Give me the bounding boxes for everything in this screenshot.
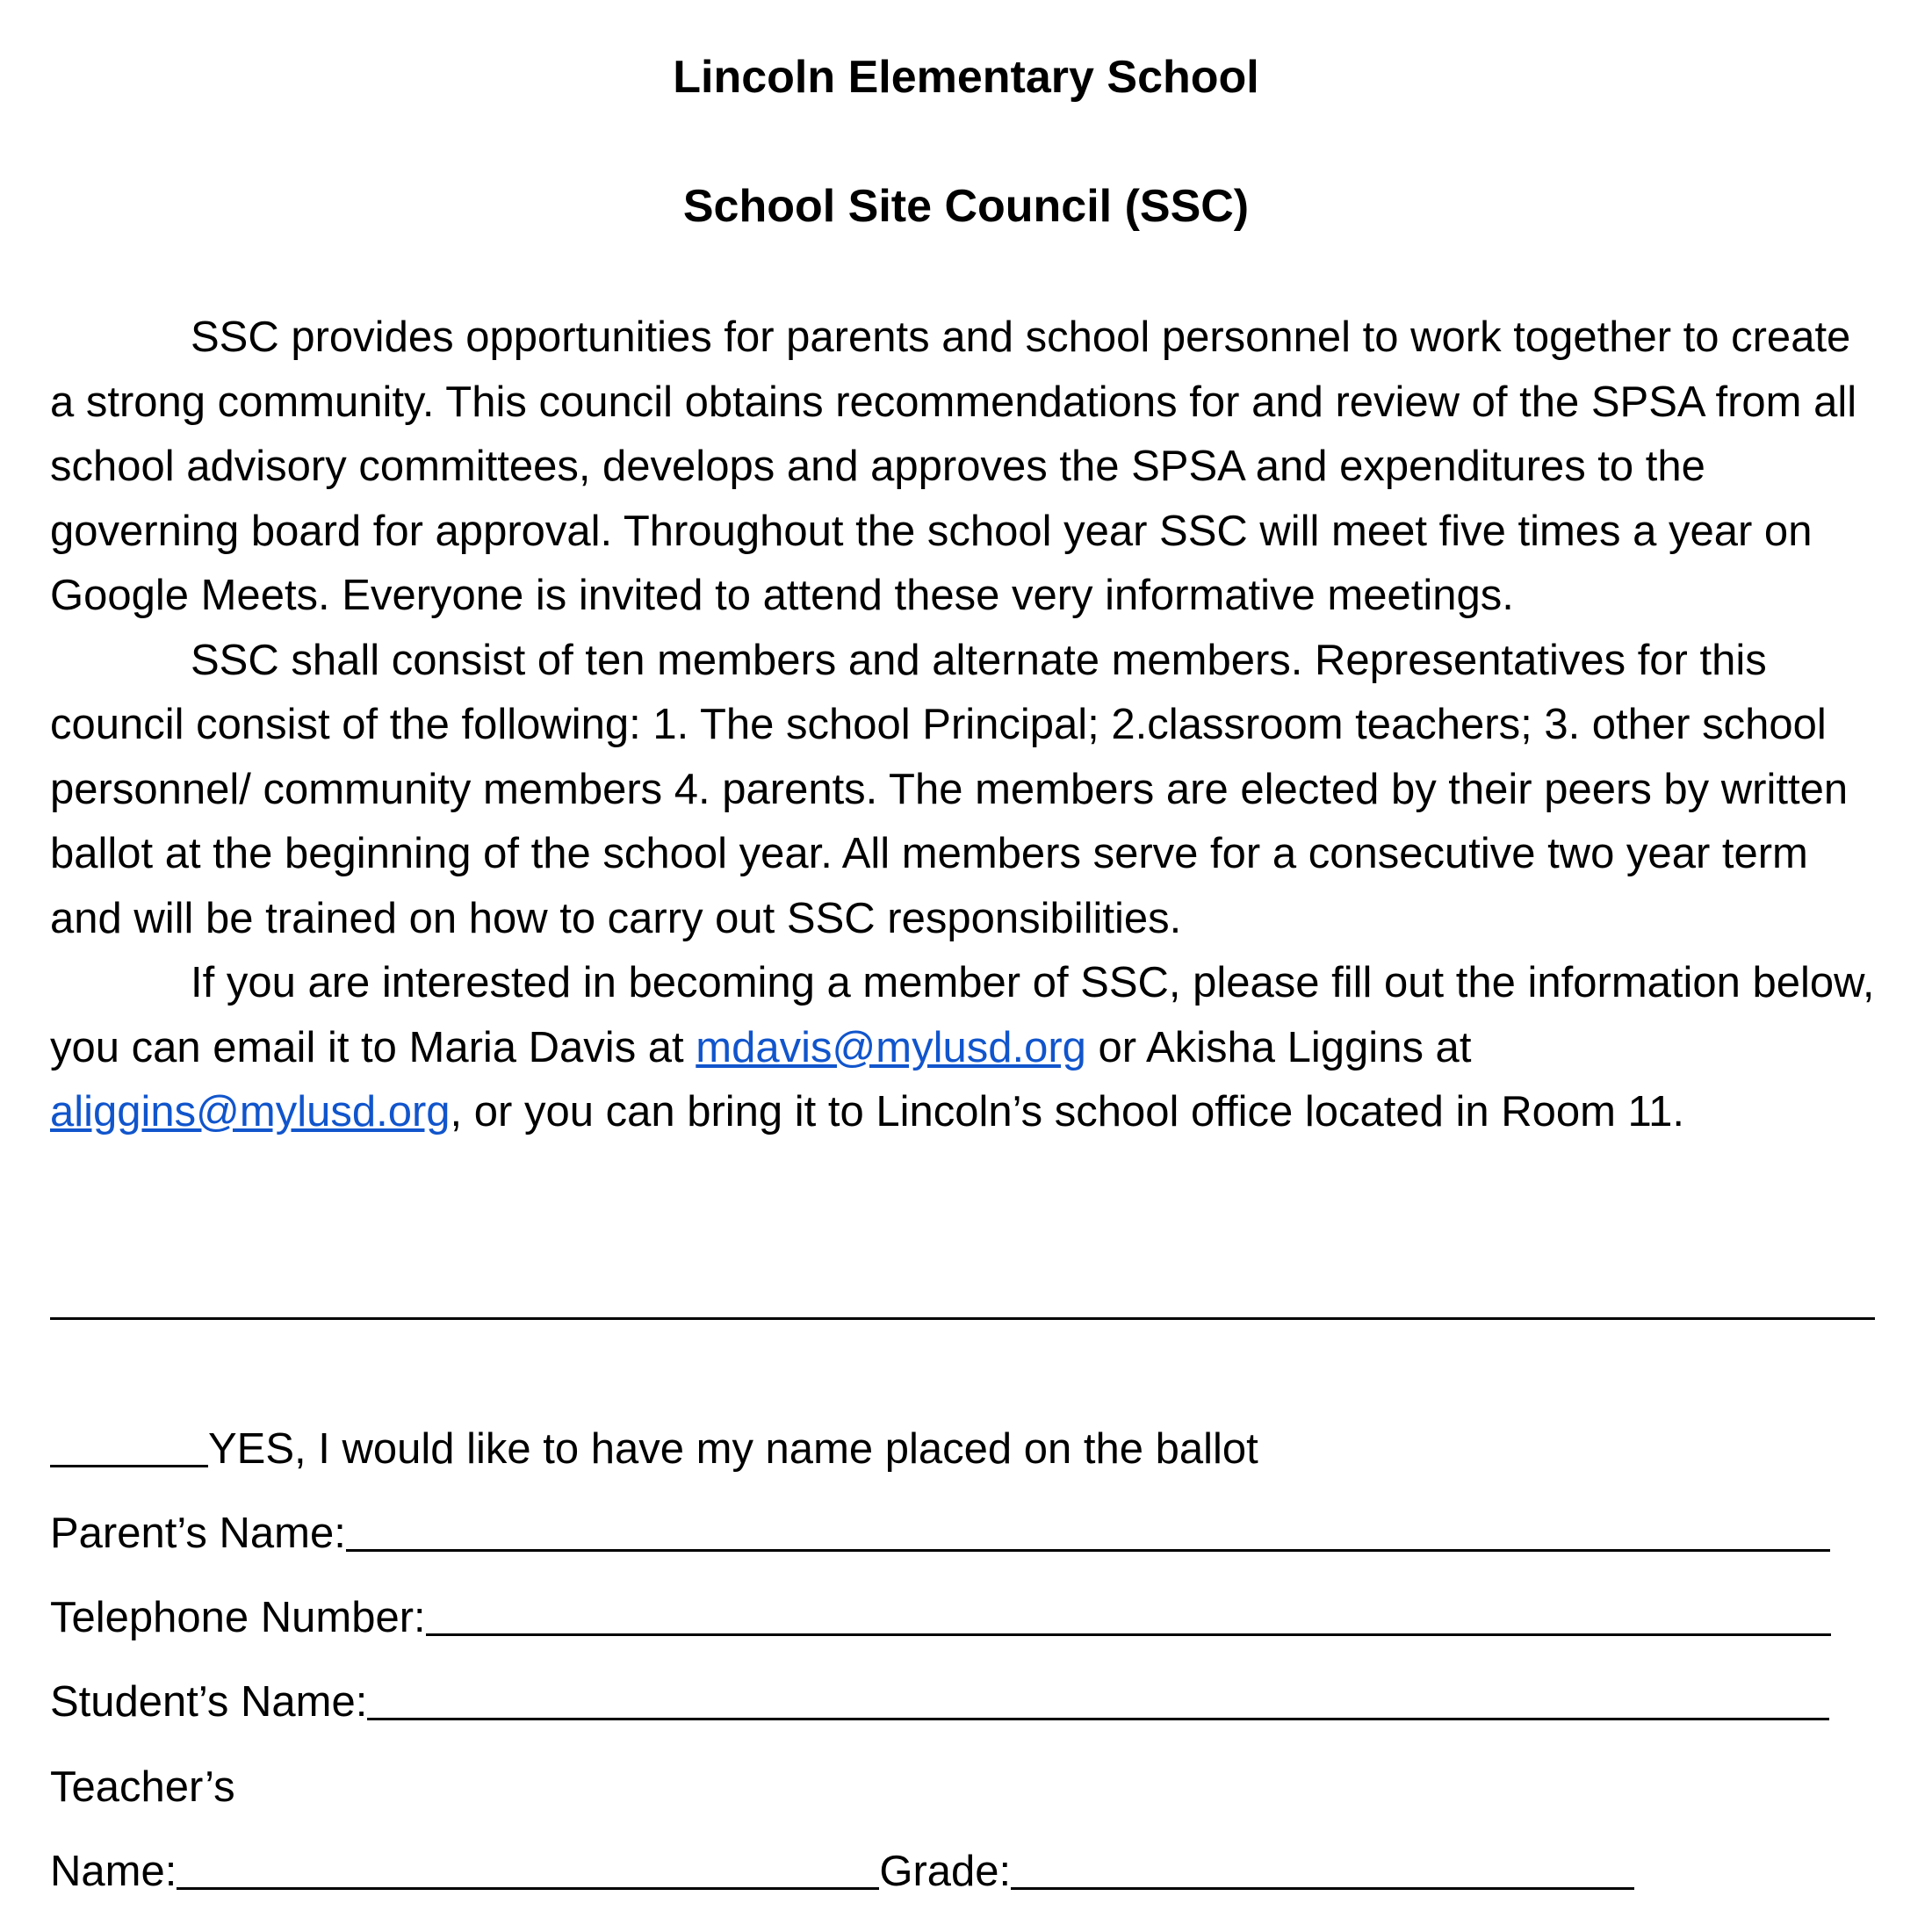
email-link-mdavis[interactable]: mdavis@mylusd.org [696,1023,1086,1071]
teacher-label-line1: Teacher’s [50,1763,235,1811]
council-title-heading: School Site Council (SSC) [682,181,1250,232]
paragraph-contact [50,951,1885,1145]
ballot-yes-blank[interactable] [50,1465,208,1467]
section-divider [50,1317,1875,1320]
school-name-heading: Lincoln Elementary School [673,52,1259,103]
parent-name-field[interactable] [346,1549,1830,1552]
email-link-aliggins[interactable]: aliggins@mylusd.org [50,1088,451,1135]
teacher-name-field[interactable] [177,1887,879,1890]
student-name-field[interactable] [367,1718,1829,1720]
student-name-label: Student’s Name: [50,1678,368,1726]
parent-name-label: Parent’s Name: [50,1510,346,1557]
ballot-yes-label: YES, I would like to have my name placed on the ballot [208,1425,1258,1473]
document-body [50,306,1885,1145]
teacher-grade-row [50,1845,1634,1898]
telephone-row [50,1591,1831,1644]
telephone-field[interactable] [426,1633,1831,1636]
contact-text-1: If you are interested in becoming a member of SSC, please fill out the information below, you can email it to Maria Davis at [50,959,1875,1071]
teacher-label-row [50,1761,235,1813]
grade-label: Grade: [879,1848,1012,1895]
telephone-label: Telephone Number: [50,1594,426,1641]
parent-name-row [50,1507,1830,1560]
paragraph-membership: SSC shall consist of ten members and alternate members. Representatives for this council consist of the following: 1. The school Principal; 2.classroom teachers; 3. other school personnel/ community members 4. parents. The members are elected by their peers by written ballot at the beginning of the school year. All members serve for a consecutive two year term and will be trained on how to carry out SSC responsibilities. [50,636,1849,942]
teacher-name-label: Name: [50,1848,177,1895]
paragraph-about: SSC provides opportunities for parents and school personnel to work together to create a strong community. This council obtains recommendations for and review of the SPSA from all school advisory committees, develops and approves the SPSA and expenditures to the governing board for approval. Throughout the school year SSC will meet five times a year on Google Meets. Everyone is invited to attend these very informative meetings. [50,314,1857,619]
student-name-row [50,1676,1829,1728]
grade-field[interactable] [1011,1887,1634,1890]
contact-text-2: or Akisha Liggins at [1085,1023,1472,1071]
ballot-yes-row [50,1423,1258,1475]
contact-text-3: , or you can bring it to Lincoln’s school office located in Room 11. [450,1088,1685,1135]
